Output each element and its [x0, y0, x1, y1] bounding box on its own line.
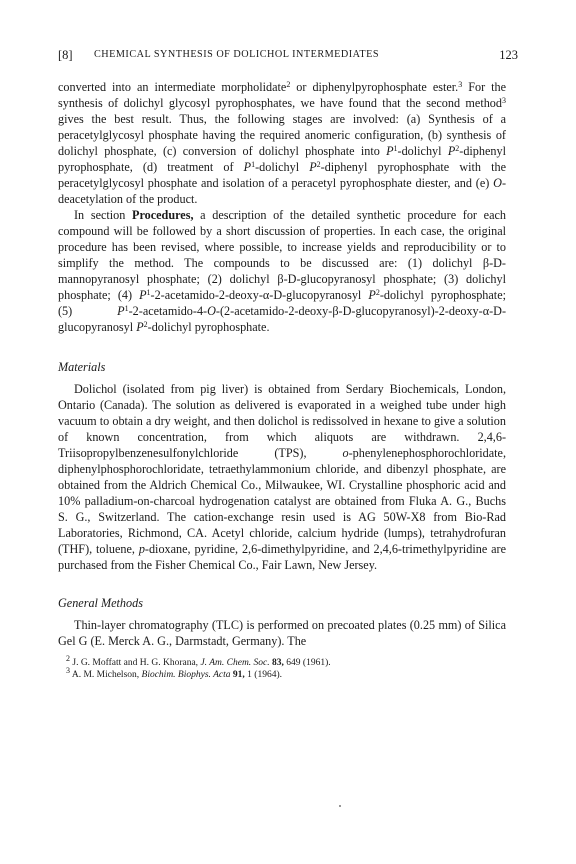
page — [58, 48, 518, 681]
intro-paragraph-2: In section Procedures, a description of the detailed synthetic procedure for each compound will be followed by a short discussion of properties. In each case, the original procedure has been revised, where possible, to increase yields and reproducibility or to simplify the method. The compounds to be discussed are: (1) dolichyl β-D-mannopyranosyl phosphate; (2) dolichyl β-D-glucopyranosyl phosphate; (3) dolichyl phosphate; (4) $P^1-2-acetamido-2-deoxy-\alpha-D$-glucopyranosyl $P^2$-dolichyl pyrophosphate; (5) $P^1-2-acetamido-4-O-(2-acetamido-2-deoxy-\beta-D-glucopyranosyl)-2-deoxy-\alpha-D$-glucopyranosyl $P^2$-dolichyl pyrophosphate. — [58, 208, 506, 334]
print-speck — [339, 805, 341, 807]
footnote-3: $^3$ A. M. Michelson, Biochim. Biophys. Acta 91, 1 (1964). — [66, 666, 282, 680]
running-head — [58, 48, 518, 64]
footnotes — [58, 654, 506, 681]
section-number: [8] — [58, 48, 73, 62]
footnote-ref[interactable]: 3 — [458, 80, 463, 89]
materials-heading: Materials — [58, 360, 106, 374]
general-methods-heading: General Methods — [58, 596, 143, 610]
footnote-ref[interactable]: 2 — [286, 80, 291, 89]
running-title: CHEMICAL SYNTHESIS OF DOLICHOL INTERMEDIATES — [94, 49, 379, 60]
intro-paragraph-1: converted into an intermediate morpholidate$^2$ or diphenylpyrophosphate ester.$^3$ For the synthesis of dolichyl glycosyl pyrophosphates, we have found that the second method$^3$ gives the best result. Thus, the following stages are involved: (a) Synthesis of a peracetylglycosyl phosphate having the required anomeric configuration, (b) synthesis of dolichyl phosphate, (c) conversion of dolichyl phosphate into $P^1$-dolichyl $P^2$-diphenyl pyrophosphate, (d) treatment of $P^1$-dolichyl $P^2$-diphenyl pyrophosphate with the peracetylglycosyl phosphate and isolation of a peracetyl pyrophosphate diester, and (e) O-deacetylation of the product. — [58, 80, 506, 206]
page-number: 123 — [499, 48, 518, 62]
materials-paragraph: Dolichol (isolated from pig liver) is obtained from Serdary Biochemicals, London, Ontario (Canada). The solution as delivered is evaporated in a weighed tube under high vacuum to obtain a dry weight, and then dolichol is redissolved in hexane to give a solution of known concentration, from which aliquots are withdrawn. 2,4,6-Triisopropylbenzenesulfonylchloride (TPS), o-phenylenephosphorochloridate, diphenylphosphorochloridate, tetraethylammonium chloride, and dibenzyl phosphate, are obtained from the Aldrich Chemical Co., Milwaukee, WI. Crystalline phosphoric acid and 10% palladium-on-charcoal hydrogenation catalyst are obtained from Fluka A. G., Buchs S. G., Switzerland. The cation-exchange resin used is AG 50W-X8 from Bio-Rad Laboratories, Richmond, CA. Acetyl chloride, calcium hydride (lumps), tetrahydrofuran (THF), toluene, p-dioxane, pyridine, 2,6-dimethylpyridine, and 2,4,6-trimethylpyridine are purchased from the Fisher Chemical Co., Fair Lawn, New Jersey. — [58, 382, 506, 572]
general-methods-paragraph: Thin-layer chromatography (TLC) is performed on precoated plates (0.25 mm) of Silica Gel G (E. Merck A. G., Darmstadt, Germany). The — [58, 618, 506, 648]
section-link-procedures: Procedures, — [132, 208, 194, 222]
footnote-ref[interactable]: 3 — [502, 96, 506, 105]
footnote-2: $^2$ J. G. Moffatt and H. G. Khorana, J. Am. Chem. Soc. 83, 649 (1961). — [66, 654, 331, 668]
